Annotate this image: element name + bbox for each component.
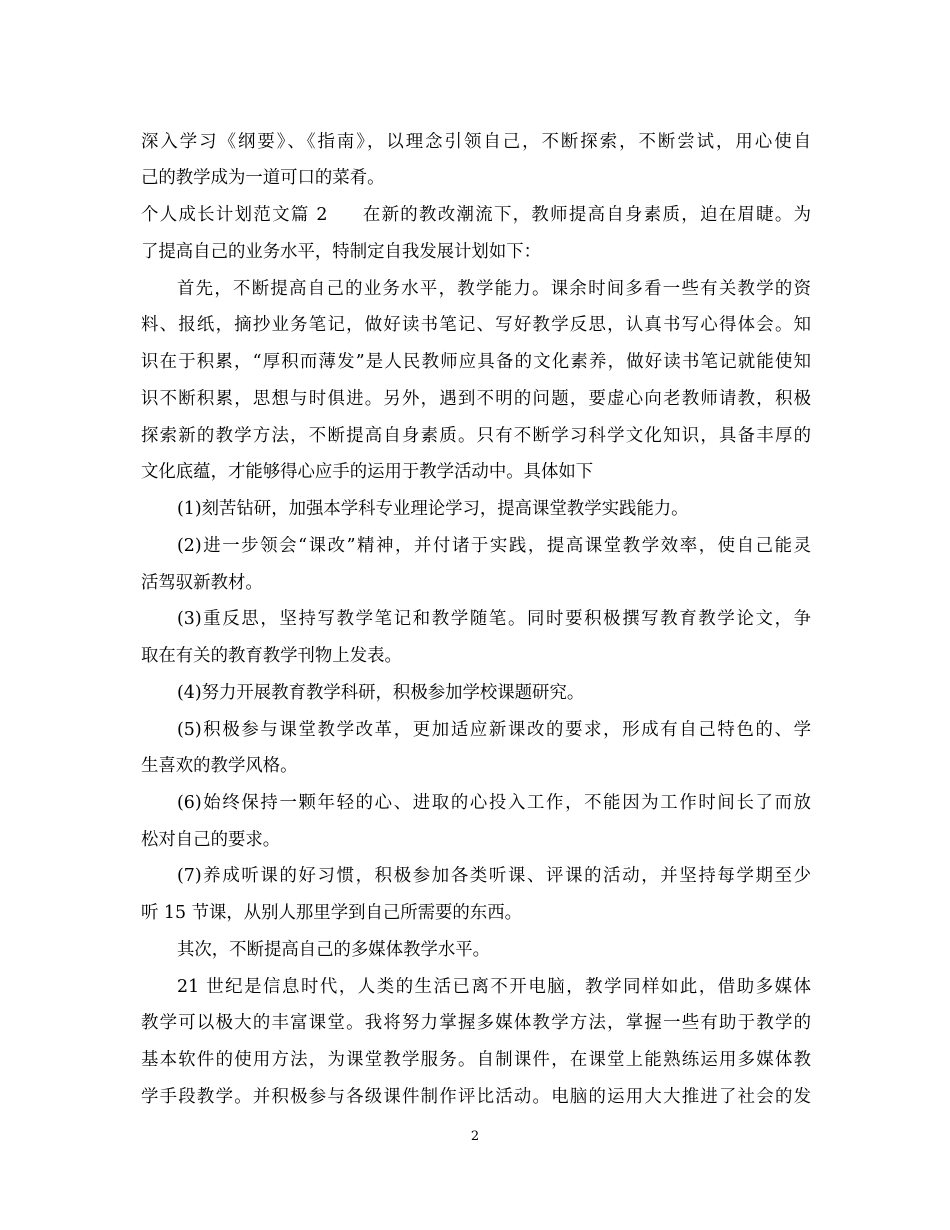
list-item: (4)努力开展教育教学科研，积极参加学校课题研究。 bbox=[177, 683, 585, 703]
text-line: 首先，不断提高自己的业务水平，教学能力。课余时间多看一些有关教学的资 bbox=[177, 279, 811, 299]
section-heading: 个人成长计划范文篇 2 bbox=[141, 205, 328, 225]
text-line: 识在于积累，“厚积而薄发”是人民教师应具备的文化素养，做好读书笔记就能使知 bbox=[141, 352, 811, 372]
text-line: 听 15 节课，从别人那里学到自己所需要的东西。 bbox=[141, 903, 522, 923]
text-line: 其次，不断提高自己的多媒体教学水平。 bbox=[177, 940, 491, 960]
text-line: 生喜欢的教学风格。 bbox=[141, 756, 298, 776]
text-line: 松对自己的要求。 bbox=[141, 830, 281, 850]
text-line: 取在有关的教育教学刊物上发表。 bbox=[141, 646, 402, 666]
text-line: 在新的教改潮流下，教师提高自身素质，迫在眉睫。为 bbox=[361, 205, 811, 225]
page-number: 2 bbox=[470, 1129, 480, 1144]
list-item: (7)养成听课的好习惯，积极参加各类听课、评课的活动，并坚持每学期至少 bbox=[177, 866, 811, 886]
text-line: 探索新的教学方法，不断提高自身素质。只有不断学习科学文化知识，具备丰厚的 bbox=[141, 426, 811, 446]
list-item: (2)进一步领会“课改”精神，并付诸于实践，提高课堂教学效率，使自己能灵 bbox=[177, 536, 811, 556]
text-line: 识不断积累，思想与时俱进。另外，遇到不明的问题，要虚心向老教师请教，积极 bbox=[141, 389, 811, 409]
text-line: 教学可以极大的丰富课堂。我将努力掌握多媒体教学方法，掌握一些有助于教学的 bbox=[141, 1013, 811, 1033]
text-line: 了提高自己的业务水平，特制定自我发展计划如下： bbox=[141, 242, 541, 262]
text-line: 文化底蕴，才能够得心应手的运用于教学活动中。具体如下 bbox=[141, 462, 594, 482]
text-line: 料、报纸，摘抄业务笔记，做好读书笔记、写好教学反思，认真书写心得体会。知 bbox=[141, 315, 811, 335]
text-line: 活驾驭新教材。 bbox=[141, 573, 263, 593]
text-line: 己的教学成为一道可口的菜肴。 bbox=[141, 168, 385, 188]
text-line: 学手段教学。并积极参与各级课件制作评比活动。电脑的运用大大推进了社会的发 bbox=[141, 1087, 811, 1107]
text-line: 深入学习《纲要》、《指南》，以理念引领自己，不断探索，不断尝试，用心使自 bbox=[141, 132, 811, 152]
section-heading-line bbox=[141, 203, 811, 227]
text-line: 21 世纪是信息时代，人类的生活已离不开电脑，教学同样如此，借助多媒体 bbox=[177, 977, 811, 997]
list-item: (6)始终保持一颗年轻的心、进取的心投入工作，不能因为工作时间长了而放 bbox=[177, 793, 811, 813]
list-item: (3)重反思，坚持写教学笔记和教学随笔。同时要积极撰写教育教学论文，争 bbox=[177, 609, 811, 629]
list-item: (5)积极参与课堂教学改革，更加适应新课改的要求，形成有自己特色的、学 bbox=[177, 720, 811, 740]
list-item: (1)刻苦钻研，加强本学科专业理论学习，提高课堂教学实践能力。 bbox=[177, 499, 689, 519]
text-line: 基本软件的使用方法，为课堂教学服务。自制课件，在课堂上能熟练运用多媒体教 bbox=[141, 1050, 811, 1070]
